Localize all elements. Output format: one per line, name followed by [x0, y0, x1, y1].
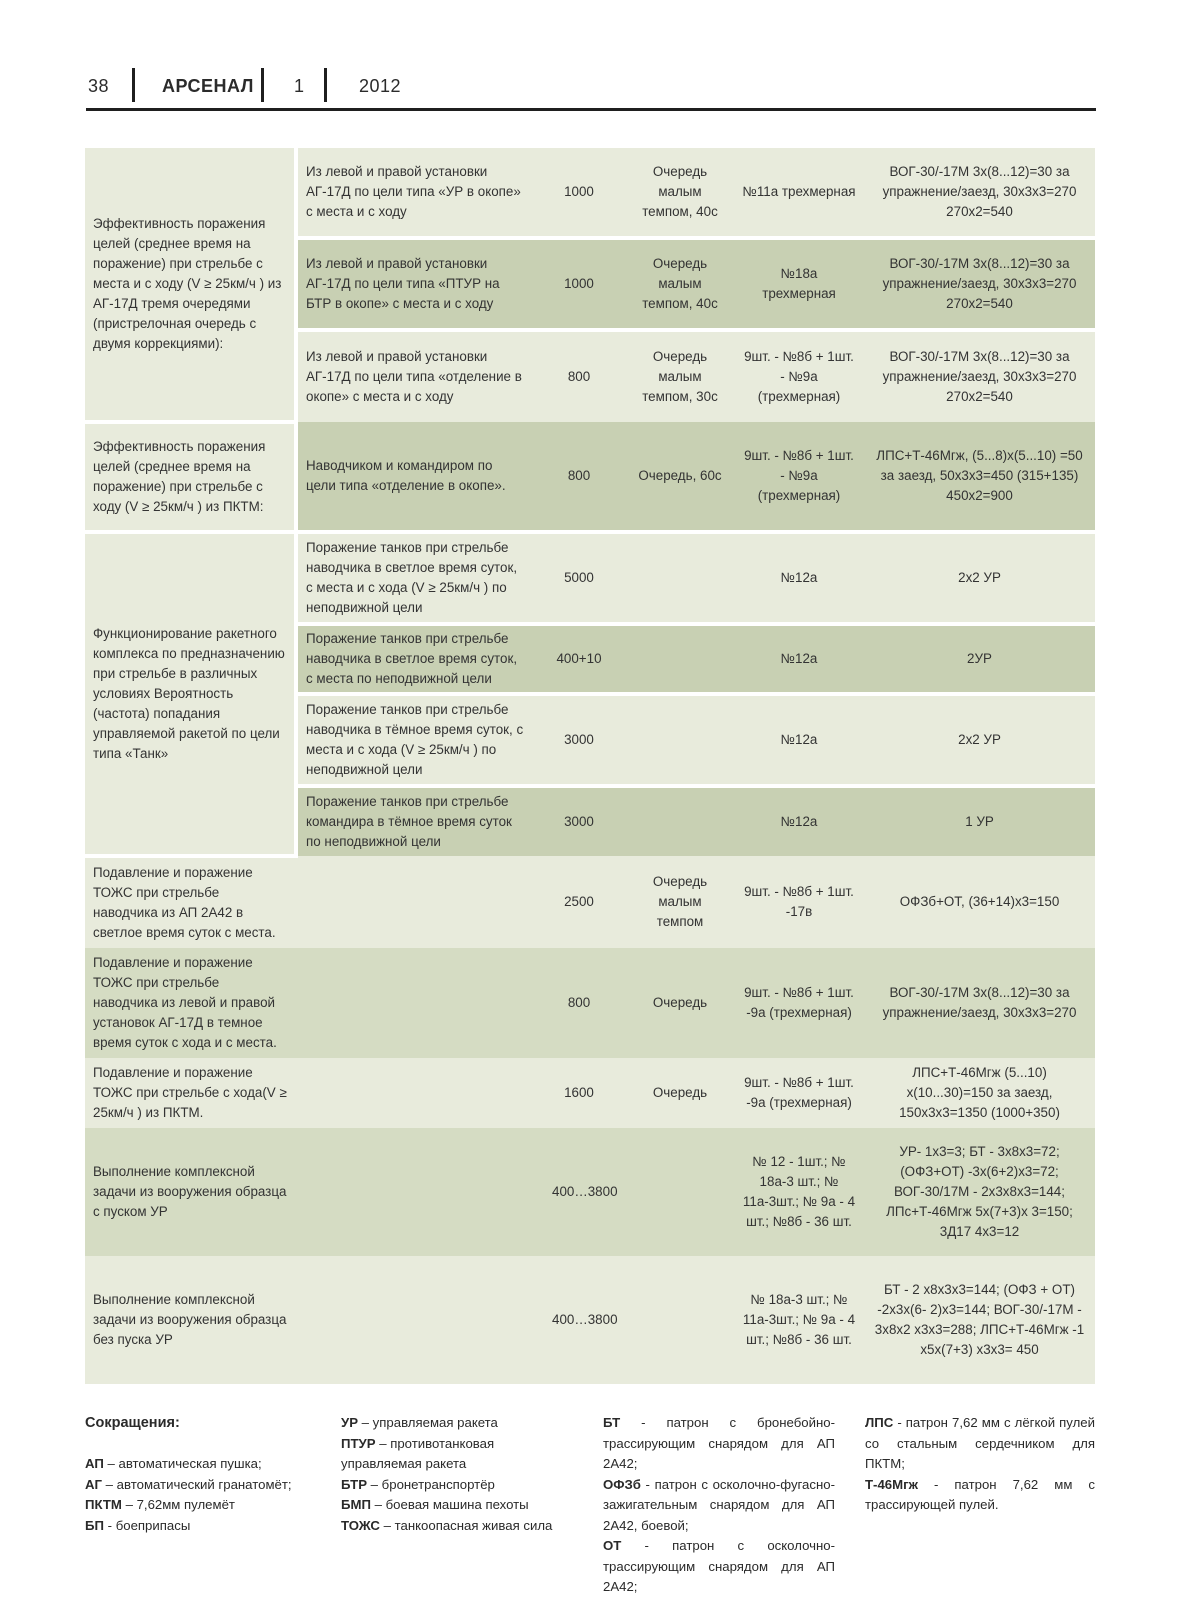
mode-cell	[626, 532, 734, 624]
legend-item: ПКТМ – 7,62мм пулемёт	[85, 1497, 235, 1512]
task-cell: Поражение танков при стрельбе наводчика в светлое время суток, с места и с хода (V ≥ 25км/ч ) по неподвижной цели	[296, 532, 532, 624]
legend-column	[603, 1413, 835, 1598]
task-cell: Поражение танков при стрельбе наводчика в светлое время суток, с места по неподвижной цели	[296, 624, 532, 694]
page-number: 38	[88, 76, 110, 96]
target-cell: 9шт. - №8б + 1шт. -17в	[734, 856, 864, 948]
mode-cell: Очередь малым темпом	[626, 856, 734, 948]
target-cell: № 18а-3 шт.; № 11а-3шт.; № 9а - 4 шт.; №8б - 36 шт.	[734, 1256, 864, 1384]
ammo-cell: 2УР	[864, 624, 1095, 694]
table-row	[85, 856, 1095, 948]
task-label: Подавление и поражение ТОЖС при стрельбе наводчика из левой и правой установок АГ-17Д в темное время суток с хода и с места.	[85, 948, 532, 1058]
table-row	[85, 948, 1095, 1058]
range-cell: 5000	[532, 532, 626, 624]
target-cell: № 12 - 1шт.; № 18а-3 шт.; № 11а-3шт.; № 9а - 4 шт.; №8б - 36 шт.	[734, 1128, 864, 1256]
legend-item: БП - боеприпасы	[85, 1517, 191, 1533]
table-row	[85, 1058, 1095, 1128]
range-cell: 3000	[532, 786, 626, 856]
ammo-cell: ЛПС+Т-46Мгж (5...10) х(10...30)=150 за заезд, 150х3х3=1350 (1000+350)	[864, 1058, 1095, 1128]
mode-cell	[626, 694, 734, 786]
mode-cell: Очередь малым темпом, 40с	[626, 238, 734, 330]
mode-cell	[626, 786, 734, 856]
legend-column	[865, 1413, 1095, 1516]
legend-title: Сокращения:	[85, 1415, 180, 1431]
section-label: Эффективность поражения целей (среднее время на поражение) при стрельбе с места и с ходу (V ≥ 25км/ч ) из АГ-17Д тремя очередями (пристрелочная очередь с двумя коррекциями):	[85, 148, 296, 422]
task-cell: Из левой и правой установки АГ-17Д по цели типа «отделение в окопе» с места и с ходу	[296, 330, 532, 422]
task-label: Подавление и поражение ТОЖС при стрельбе наводчика из АП 2А42 в светлое время суток с места.	[85, 856, 532, 948]
legend-item: ТОЖС – танкоопасная живая сила	[341, 1517, 553, 1533]
page-header	[86, 66, 1096, 111]
issue-year: 2012	[359, 76, 402, 96]
ammo-cell: 1 УР	[864, 786, 1095, 856]
issue-number: 1	[294, 76, 305, 96]
task-cell: Поражение танков при стрельбе наводчика в тёмное время суток, с места и с хода (V ≥ 25км/ч ) по неподвижной цели	[296, 694, 532, 786]
task-cell: Из левой и правой установки АГ-17Д по цели типа «ПТУР на БТР в окопе» с места и с ходу	[296, 238, 532, 330]
task-cell: Поражение танков при стрельбе командира в тёмное время суток по неподвижной цели	[296, 786, 532, 856]
legend-column	[85, 1413, 315, 1536]
legend-item: БТР – бронетранспортёр	[341, 1476, 495, 1492]
ammo-cell: УР- 1х3=3; БТ - 3х8х3=72; (ОФЗ+ОТ) -3х(6+2)х3=72; ВОГ-30/17М - 2х3х8х3=144; ЛПс+Т-46Мгж 5х(7+3)х 3=150; 3Д17 4х3=12	[864, 1128, 1095, 1256]
target-cell: №12а	[734, 624, 864, 694]
target-cell: 9шт. - №8б + 1шт. - №9а (трехмерная)	[734, 330, 864, 422]
table-row	[85, 1128, 1095, 1256]
range-cell: 800	[532, 422, 626, 532]
task-label: Выполнение комплексной задачи из вооружения образца без пуска УР	[85, 1256, 532, 1384]
target-cell: №12а	[734, 786, 864, 856]
header-divider	[324, 68, 327, 102]
range-cell: 800	[532, 948, 626, 1058]
target-cell: 9шт. - №8б + 1шт. -9а (трехмерная)	[734, 1058, 864, 1128]
magazine-title: АРСЕНАЛ	[162, 76, 254, 96]
header-divider	[261, 68, 264, 102]
table-row	[85, 1256, 1095, 1384]
range-cell: 1000	[532, 238, 626, 330]
target-cell: №12а	[734, 694, 864, 786]
legend-item: БМП – боевая машина пехоты	[341, 1497, 529, 1512]
target-cell: №18а трехмерная	[734, 238, 864, 330]
task-cell: Наводчиком и командиром по цели типа «отделение в окопе».	[296, 422, 532, 532]
ammo-cell: ОФЗб+ОТ, (36+14)х3=150	[864, 856, 1095, 948]
range-cell: 400…3800	[532, 1256, 734, 1384]
mode-cell: Очередь, 60с	[626, 422, 734, 532]
task-label: Подавление и поражение ТОЖС при стрельбе с хода(V ≥ 25км/ч ) из ПКТМ.	[85, 1058, 532, 1128]
legend-item: ПТУР – противотанковая управляемая ракета	[341, 1435, 495, 1471]
range-cell: 2500	[532, 856, 626, 948]
task-label: Выполнение комплексной задачи из вооружения образца с пуском УР	[85, 1128, 532, 1256]
target-cell: 9шт. - №8б + 1шт. - №9а (трехмерная)	[734, 422, 864, 532]
legend-item: ОТ - патрон с осколочно-трассирующим снарядом для АП 2А42;	[603, 1538, 835, 1594]
target-cell: 9шт. - №8б + 1шт. -9а (трехмерная)	[734, 948, 864, 1058]
range-cell: 400+10	[532, 624, 626, 694]
mode-cell: Очередь малым темпом, 30с	[626, 330, 734, 422]
ammo-cell: 2х2 УР	[864, 694, 1095, 786]
mode-cell: Очередь	[626, 1058, 734, 1128]
ammo-cell: 2х2 УР	[864, 532, 1095, 624]
table-row	[85, 148, 1095, 238]
mode-cell: Очередь малым темпом, 40с	[626, 148, 734, 238]
legend-item: ЛПС - патрон 7,62 мм с лёгкой пулей со стальным сердечником для ПКТМ;	[865, 1415, 1095, 1471]
legend-item: УР – управляемая ракета	[341, 1415, 498, 1430]
mode-cell	[626, 624, 734, 694]
header-divider	[132, 68, 135, 102]
target-cell: №12а	[734, 532, 864, 624]
legend-item: АГ – автоматический гранатомёт;	[85, 1476, 292, 1492]
mode-cell: Очередь	[626, 948, 734, 1058]
ammo-cell: ВОГ-30/-17М 3х(8...12)=30 за упражнение/заезд, 30х3х3=270 270х2=540	[864, 330, 1095, 422]
range-cell: 1000	[532, 148, 626, 238]
exercise-table	[85, 148, 1095, 1384]
legend-item: ОФЗб - патрон с осколочно-фугасно-зажигательным снарядом для АП 2А42, боевой;	[603, 1476, 835, 1533]
range-cell: 1600	[532, 1058, 626, 1128]
table-row	[85, 532, 1095, 624]
ammo-cell: БТ - 2 х8х3х3=144; (ОФЗ + ОТ) -2х3х(6- 2)х3=144; ВОГ-30/-17М - 3х8х2 х3х3=288; ЛПС+Т-46Мгж -1 х5х(7+3) х3х3= 450	[864, 1256, 1095, 1384]
target-cell: №11а трехмерная	[734, 148, 864, 238]
legend-item: АП – автоматическая пушка;	[85, 1456, 262, 1471]
table-row	[85, 422, 1095, 532]
task-cell: Из левой и правой установки АГ-17Д по цели типа «УР в окопе» с места и с ходу	[296, 148, 532, 238]
ammo-cell: ВОГ-30/-17М 3х(8...12)=30 за упражнение/заезд, 30х3х3=270 270х2=540	[864, 148, 1095, 238]
range-cell: 800	[532, 330, 626, 422]
ammo-cell: ЛПС+Т-46Мгж, (5...8)х(5...10) =50 за заезд, 50х3х3=450 (315+135) 450х2=900	[864, 422, 1095, 532]
section-label: Функционирование ракетного комплекса по предназначению при стрельбе в различных условиях Вероятность (частота) попадания управляемой ракетой по цели типа «Танк»	[85, 532, 296, 856]
ammo-cell: ВОГ-30/-17М 3х(8...12)=30 за упражнение/заезд, 30х3х3=270	[864, 948, 1095, 1058]
legend-column	[341, 1413, 573, 1536]
section-label: Эффективность поражения целей (среднее время на поражение) при стрельбе с ходу (V ≥ 25км/ч ) из ПКТМ:	[85, 422, 296, 532]
range-cell: 3000	[532, 694, 626, 786]
legend-item: Т-46Мгж - патрон 7,62 мм с трассирующей пулей.	[865, 1476, 1095, 1512]
legend-item: БТ - патрон с бронебойно-трассирующим снарядом для АП 2А42;	[603, 1415, 835, 1471]
ammo-cell: ВОГ-30/-17М 3х(8...12)=30 за упражнение/заезд, 30х3х3=270 270х2=540	[864, 238, 1095, 330]
range-cell: 400…3800	[532, 1128, 734, 1256]
